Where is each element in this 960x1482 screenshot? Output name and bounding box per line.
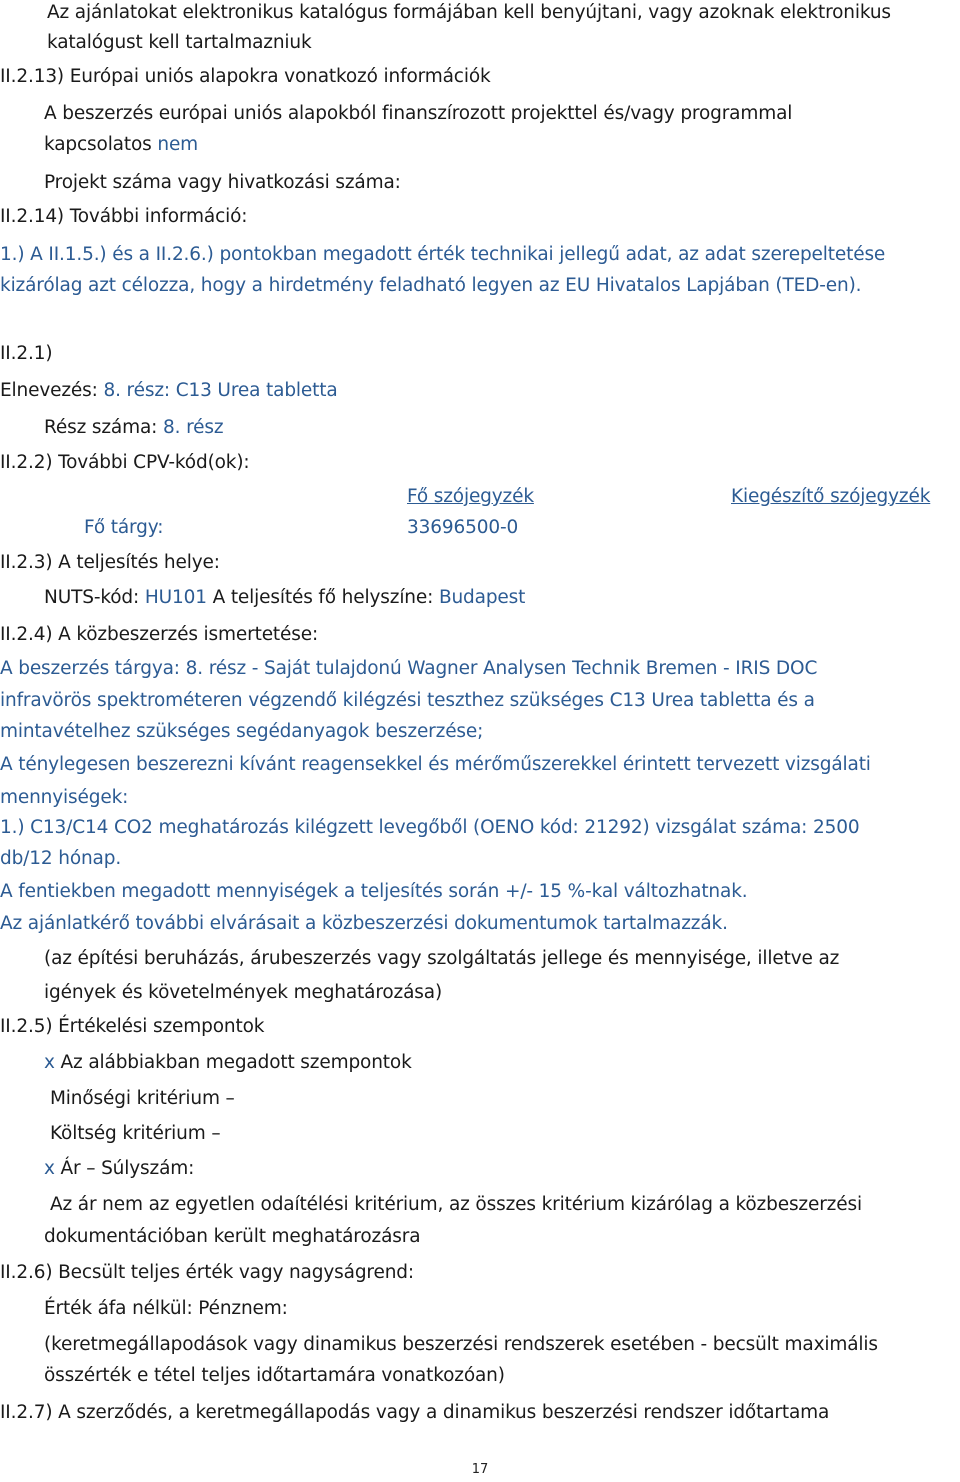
field-label: A teljesítés fő helyszíne: <box>212 587 434 608</box>
check-mark: x <box>44 1052 55 1073</box>
section-heading: II.2.13) Európai uniós alapokra vonatkozó információk <box>0 66 491 87</box>
criteria-label: Ár – Súlyszám: <box>60 1158 195 1179</box>
description-line: mennyiségek: <box>0 787 129 808</box>
criteria-label: Az alábbiakban megadott szempontok <box>60 1052 412 1073</box>
field-value: nem <box>157 134 199 155</box>
section-heading: II.2.7) A szerződés, a keretmegállapodás vagy a dinamikus beszerzési rendszer időtartama <box>0 1402 830 1423</box>
text-line <box>44 585 525 611</box>
field-value: pontokban megadott érték technikai jellegű adat, az adat szerepeltetése <box>219 244 886 265</box>
section-heading: II.2.3) A teljesítés helye: <box>0 552 220 573</box>
description-line: 1.) C13/C14 CO2 meghatározás kilégzett levegőből (OENO kód: 21292) vizsgálat száma: 2500 <box>0 817 860 838</box>
section-heading: II.2.5) Értékelési szempontok <box>0 1016 265 1037</box>
field-label: Érték áfa nélkül: Pénznem: <box>44 1298 288 1319</box>
page-number: 17 <box>471 1462 489 1477</box>
cpv-row-label: Fő tárgy: <box>84 517 164 538</box>
field-value: HU101 <box>144 587 207 608</box>
field-value: Budapest <box>438 587 526 608</box>
field-value: 8. rész: C13 Urea tabletta <box>103 380 338 401</box>
text-line: (az építési beruházás, árubeszerzés vagy szolgáltatás jellege és mennyisége, illetve az <box>44 948 840 969</box>
section-heading: II.2.2) További CPV-kód(ok): <box>0 452 250 473</box>
section-heading: II.2.6) Becsült teljes érték vagy nagyságrend: <box>0 1262 414 1283</box>
description-line: db/12 hónap. <box>0 848 122 869</box>
field-value: kizárólag azt célozza, hogy a hirdetmény feladható legyen az EU Hivatalos Lapjában (TED-en). <box>0 275 862 296</box>
criteria-label: Minőségi kritérium – <box>50 1088 235 1109</box>
text-fragment: kapcsolatos <box>44 134 152 155</box>
section-heading: II.2.4) A közbeszerzés ismertetése: <box>0 624 319 645</box>
criteria-label: Költség kritérium – <box>50 1123 221 1144</box>
field-label: Elnevezés: <box>0 380 98 401</box>
description-line: Az ajánlatkérő további elvárásait a közbeszerzési dokumentumok tartalmazzák. <box>0 913 728 934</box>
text-line: igények és követelmények meghatározása) <box>44 982 443 1003</box>
field-value: 8. rész <box>163 417 224 438</box>
text-line <box>44 1050 412 1076</box>
cpv-extra-header: Kiegészítő szójegyzék <box>731 486 931 507</box>
text-line <box>0 378 338 404</box>
text-line <box>44 1156 194 1182</box>
section-heading: II.2.1) <box>0 343 53 364</box>
description-line: A ténylegesen beszerezni kívánt reagensekkel és mérőműszerekkel érintett tervezett vizsgálati <box>0 754 871 775</box>
description-line: A beszerzés tárgya: 8. rész - Saját tulajdonú Wagner Analysen Technik Bremen - IRIS DOC <box>0 658 818 679</box>
description-line: mintavételhez szükséges segédanyagok beszerzése; <box>0 721 484 742</box>
text-line <box>44 415 223 441</box>
text-line: A beszerzés európai uniós alapokból finanszírozott projekttel és/vagy programmal <box>44 103 793 124</box>
field-value: 1.) A II.1.5.) és a II.2.6.) <box>0 244 214 265</box>
field-label: NUTS-kód: <box>44 587 140 608</box>
cpv-main-header: Fő szójegyzék <box>407 486 534 507</box>
text-line: dokumentációban került meghatározásra <box>44 1226 421 1247</box>
field-label: Projekt száma vagy hivatkozási száma: <box>44 172 401 193</box>
text-line <box>44 132 198 158</box>
text-line: Az ajánlatokat elektronikus katalógus formájában kell benyújtani, vagy azoknak elektronikus <box>47 2 891 23</box>
text-line: (keretmegállapodások vagy dinamikus beszerzési rendszerek esetében - becsült maximális <box>44 1334 878 1355</box>
text-line: katalógust kell tartalmazniuk <box>47 32 312 53</box>
check-mark: x <box>44 1158 55 1179</box>
field-label: Rész száma: <box>44 417 158 438</box>
text-line <box>0 242 885 268</box>
text-line: Az ár nem az egyetlen odaítélési kritérium, az összes kritérium kizárólag a közbeszerzési <box>50 1194 862 1215</box>
description-line: A fentiekben megadott mennyiségek a teljesítés során +/- 15 %-kal változhatnak. <box>0 881 748 902</box>
description-line: infravörös spektrométeren végzendő kilégzési teszthez szükséges C13 Urea tabletta és a <box>0 690 815 711</box>
text-line: összérték e tétel teljes időtartamára vonatkozóan) <box>44 1365 505 1386</box>
cpv-row-code: 33696500-0 <box>407 517 519 538</box>
section-heading: II.2.14) További információ: <box>0 206 248 227</box>
